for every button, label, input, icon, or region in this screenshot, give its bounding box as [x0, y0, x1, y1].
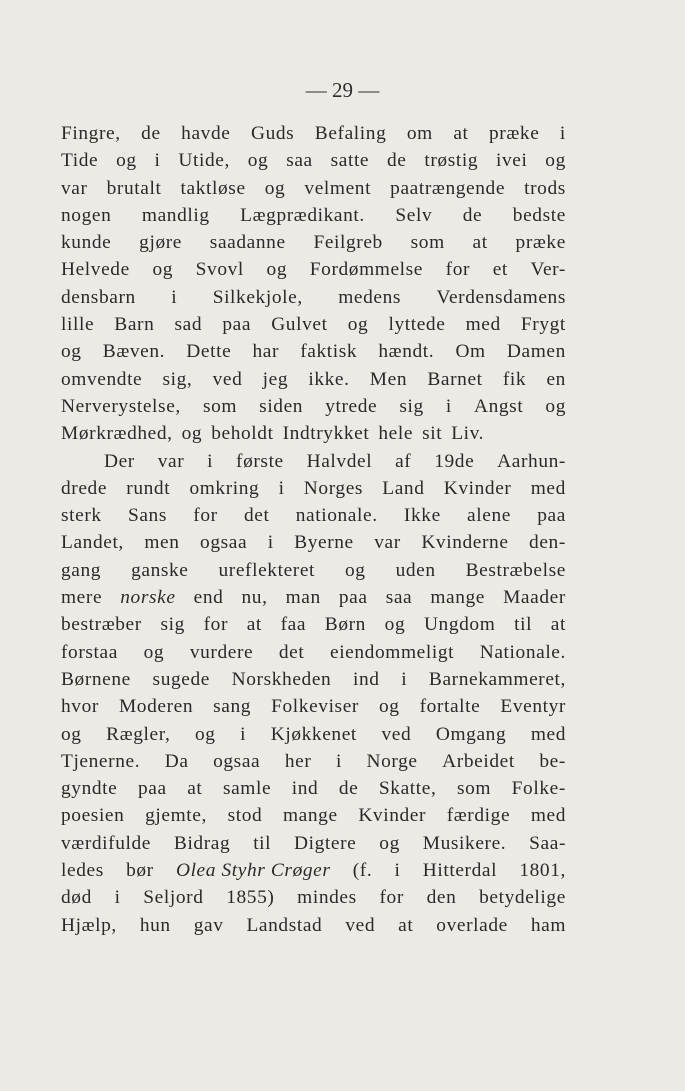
word: Nerverystelse, [61, 395, 181, 417]
word: Barnekammeret, [428, 668, 566, 690]
word: om [406, 123, 433, 144]
word: poesien [61, 805, 125, 827]
word: gyndte [61, 778, 118, 800]
word: faa [280, 614, 307, 636]
word: sterk [61, 505, 102, 527]
word: som [410, 232, 445, 254]
word: Kjøkkenet [270, 723, 357, 745]
word: uden [395, 559, 436, 581]
word: Halvdel [306, 450, 373, 472]
word: og [61, 341, 82, 363]
word: i [559, 123, 566, 144]
word: i [267, 532, 274, 554]
word: velment [304, 177, 372, 199]
word: Fordømmelse [309, 259, 424, 281]
word: satte [330, 150, 370, 172]
word: norske [120, 587, 176, 609]
word: faktisk [300, 341, 358, 363]
word: Seljord [143, 887, 204, 909]
word: med [465, 314, 501, 336]
text-line [61, 311, 566, 338]
word: og [116, 150, 137, 172]
word: Byerne [294, 532, 354, 554]
word: Omgang [435, 723, 507, 745]
word: drede [61, 477, 108, 499]
word: ogsaa [213, 750, 261, 772]
word: havde [181, 123, 231, 144]
word: Kvinder [443, 477, 512, 499]
word: gjemte, [145, 805, 207, 827]
word: 19de [434, 450, 475, 472]
word: hele [378, 423, 414, 445]
word: at [187, 778, 203, 800]
text-line [61, 748, 566, 775]
word: bedste [512, 204, 566, 226]
word: og [247, 150, 269, 172]
word: Angst [473, 395, 524, 417]
word: ureflekteret [218, 559, 316, 581]
word: (f. [352, 860, 373, 882]
word: og [195, 723, 216, 745]
word: Rægler, [106, 723, 171, 745]
word: paa [222, 314, 252, 336]
word: Frygt [520, 314, 566, 336]
text-line [61, 229, 566, 256]
word: en [546, 368, 566, 390]
word: trods [524, 177, 566, 199]
word: overlade [436, 914, 508, 936]
text-line [61, 693, 566, 720]
word: lille [61, 314, 95, 336]
word: for [445, 259, 471, 281]
word: nationale. [295, 505, 378, 527]
word: Barnet [427, 368, 483, 390]
text-line [61, 775, 566, 802]
text-line [61, 502, 566, 529]
word: i [394, 860, 401, 882]
word: i [114, 887, 121, 909]
word: som [456, 778, 492, 800]
text-line [61, 584, 566, 611]
word: sugede [152, 668, 210, 690]
word: Kvinder [358, 805, 427, 827]
word: og [61, 723, 82, 745]
word: Hjælp, [61, 914, 117, 936]
word: hændt. [378, 341, 435, 363]
word: Digtere [294, 832, 357, 854]
word: mange [430, 587, 486, 609]
word: for [379, 887, 404, 909]
word: i [445, 395, 452, 417]
text-line [61, 557, 566, 584]
word: omvendte [61, 368, 143, 390]
word: sig [160, 614, 185, 636]
word: Saa- [529, 832, 566, 854]
word: taktløse [180, 177, 246, 199]
word: Børn [324, 614, 366, 636]
word: den- [529, 532, 566, 554]
word: Maader [503, 587, 566, 609]
word: Der [104, 450, 135, 472]
text-line [61, 147, 566, 174]
word: densbarn [61, 286, 136, 308]
word: Tide [61, 150, 99, 172]
word: forstaa [61, 641, 118, 663]
word: var [157, 450, 185, 472]
word: Sans [127, 505, 168, 527]
word: Skatte, [378, 778, 437, 800]
word: mere [61, 587, 103, 609]
word: Landet, [61, 532, 124, 554]
word: Lægprædikant. [240, 204, 365, 226]
word: Bidrag [173, 832, 231, 854]
text-line [61, 284, 566, 311]
word: var [61, 177, 88, 199]
word: ind [353, 668, 380, 690]
word: lyttede [388, 314, 446, 336]
text-line [61, 884, 566, 911]
text-line [61, 830, 566, 857]
page-number: — 29 — [305, 78, 380, 102]
word: beholdt [211, 423, 274, 445]
word: mange [282, 805, 338, 827]
word: som [202, 395, 238, 417]
word: Musikere. [422, 832, 507, 854]
word: Norges [303, 477, 364, 499]
word: af [395, 450, 412, 472]
word: jeg [262, 368, 289, 390]
word: til [253, 832, 272, 854]
body-text [61, 120, 566, 939]
word: paa [338, 587, 368, 609]
word: Landstad [246, 914, 323, 936]
text-line [61, 802, 566, 829]
word: Fingre, [61, 123, 121, 144]
word: ved [212, 368, 243, 390]
word: og [384, 614, 406, 636]
word: til [514, 614, 533, 636]
word: Dette [186, 341, 232, 363]
word: Befaling [314, 123, 387, 144]
word: 1855) [226, 887, 275, 909]
word: og [181, 423, 203, 445]
text-line [61, 393, 566, 420]
word: med [530, 723, 566, 745]
word: be- [539, 750, 566, 772]
word: mandlig [141, 204, 210, 226]
word: sang [213, 696, 252, 718]
text-line [61, 175, 566, 202]
word: Norge [366, 750, 418, 772]
text-line [61, 448, 566, 475]
word: ved [381, 723, 412, 745]
word: og [266, 259, 288, 281]
word: paatrængende [390, 177, 506, 199]
word: Bestræbelse [465, 559, 566, 581]
word: brutalt [106, 177, 162, 199]
word: sit [422, 423, 443, 445]
word: gjøre [139, 232, 183, 254]
word: saa [385, 587, 413, 609]
word: og [347, 314, 369, 336]
word: Utide, [178, 150, 230, 172]
word: Helvede [61, 259, 130, 281]
word: ind [291, 778, 319, 800]
word: præke [489, 123, 540, 144]
word: Da [164, 750, 189, 772]
word: hun [139, 914, 171, 936]
word: ganske [131, 559, 189, 581]
word: det [278, 641, 305, 663]
word: i [401, 668, 408, 690]
word: Mørkrædhed, [61, 423, 173, 445]
word: Aarhun- [497, 450, 566, 472]
word: rundt [126, 477, 171, 499]
word: sig, [162, 368, 193, 390]
word: med [530, 477, 566, 499]
word: samle [222, 778, 272, 800]
word: Barn [114, 314, 155, 336]
text-line [61, 366, 566, 393]
word: i [154, 150, 161, 172]
word: Verdensdamens [436, 286, 566, 308]
text-line [61, 721, 566, 748]
word: alene [467, 505, 511, 527]
word: Hitterdal [422, 860, 498, 882]
word: at [550, 614, 566, 636]
text-line [61, 529, 566, 556]
text-line [61, 857, 566, 884]
word: Norskheden [231, 668, 332, 690]
word: trøstig [424, 150, 479, 172]
word: de [462, 204, 483, 226]
word: Folke- [511, 778, 566, 800]
word: Arbeidet [442, 750, 515, 772]
word: Guds [250, 123, 295, 144]
text-line [61, 120, 566, 147]
word: Damen [506, 341, 566, 363]
word: de [141, 123, 161, 144]
word: paa [537, 505, 566, 527]
word: betydelige [479, 887, 566, 909]
text-line [61, 202, 566, 229]
word: Eventyr [500, 696, 566, 718]
word: Tjenerne. [61, 750, 141, 772]
word: Liv. [451, 423, 485, 445]
word: end [193, 587, 224, 609]
word: ham [530, 914, 566, 936]
word: og [143, 641, 165, 663]
word: saa [286, 150, 313, 172]
word: gav [193, 914, 224, 936]
word: paa [137, 778, 167, 800]
word: præke [515, 232, 566, 254]
word: hvor [61, 696, 99, 718]
word: Svovl [195, 259, 244, 281]
word: ivei [495, 150, 528, 172]
word: fortalte [419, 696, 481, 718]
word: men [144, 532, 180, 554]
word: i [207, 450, 214, 472]
word: var [374, 532, 401, 554]
word: Land [382, 477, 425, 499]
word: et [492, 259, 508, 281]
word: stod [227, 805, 263, 827]
word: og [545, 150, 566, 172]
word: værdifulde [61, 832, 152, 854]
word: 1801, [519, 860, 566, 882]
word: omkring [189, 477, 260, 499]
word: at [472, 232, 488, 254]
word: for [193, 505, 218, 527]
word: første [236, 450, 284, 472]
word: sig [399, 395, 424, 417]
word: i [335, 750, 342, 772]
word: siden [259, 395, 304, 417]
word: ved [345, 914, 376, 936]
word: Ikke [403, 505, 441, 527]
word: Gulvet [271, 314, 328, 336]
word: Silkekjole, [212, 286, 303, 308]
word: at [246, 614, 262, 636]
word: i [240, 723, 247, 745]
word: vurdere [189, 641, 254, 663]
word: Bæven. [102, 341, 166, 363]
word: Indtrykket [282, 423, 370, 445]
word: Olea Styhr Crøger [175, 860, 331, 882]
word: Kvinderne [421, 532, 509, 554]
word: Folkeviser [271, 696, 359, 718]
text-line [61, 475, 566, 502]
word: her [284, 750, 312, 772]
text-line [61, 611, 566, 638]
word: Ungdom [423, 614, 496, 636]
word: Ver- [530, 259, 566, 281]
word: ikke. [308, 368, 350, 390]
word: Nationale. [479, 641, 566, 663]
word: og [378, 696, 400, 718]
word: ledes [61, 860, 104, 882]
text-line [61, 338, 566, 365]
word: ogsaa [200, 532, 248, 554]
word: saadanne [209, 232, 286, 254]
word: ytrede [325, 395, 378, 417]
word: Feilgreb [313, 232, 383, 254]
word: Selv [395, 204, 433, 226]
word: nu, [241, 587, 268, 609]
word: bestræber [61, 614, 142, 636]
word: sad [174, 314, 203, 336]
word: at [453, 123, 469, 144]
word: Børnene [61, 668, 131, 690]
word: Moderen [118, 696, 194, 718]
word: de [387, 150, 407, 172]
text-line [61, 912, 566, 939]
word: man [285, 587, 321, 609]
word: og [379, 832, 400, 854]
word: og [152, 259, 174, 281]
text-line [61, 666, 566, 693]
word: eiendommeligt [329, 641, 455, 663]
word: og [545, 395, 566, 417]
text-line [61, 256, 566, 283]
word: og [264, 177, 286, 199]
word: og [345, 559, 366, 581]
word: mindes [297, 887, 357, 909]
word: med [530, 805, 566, 827]
word: død [61, 887, 92, 909]
word: Men [369, 368, 408, 390]
word: den [426, 887, 457, 909]
word: medens [338, 286, 402, 308]
word: Om [455, 341, 486, 363]
word: bør [126, 860, 154, 882]
word: i [278, 477, 285, 499]
word: fik [502, 368, 527, 390]
word: nogen [61, 204, 112, 226]
word: færdige [446, 805, 511, 827]
word: i [171, 286, 178, 308]
word: at [398, 914, 414, 936]
word: kunde [61, 232, 112, 254]
text-line [61, 639, 566, 666]
word: det [243, 505, 270, 527]
text-line [61, 420, 566, 447]
word: gang [61, 559, 102, 581]
word: de [338, 778, 359, 800]
word: har [252, 341, 280, 363]
word: for [203, 614, 229, 636]
